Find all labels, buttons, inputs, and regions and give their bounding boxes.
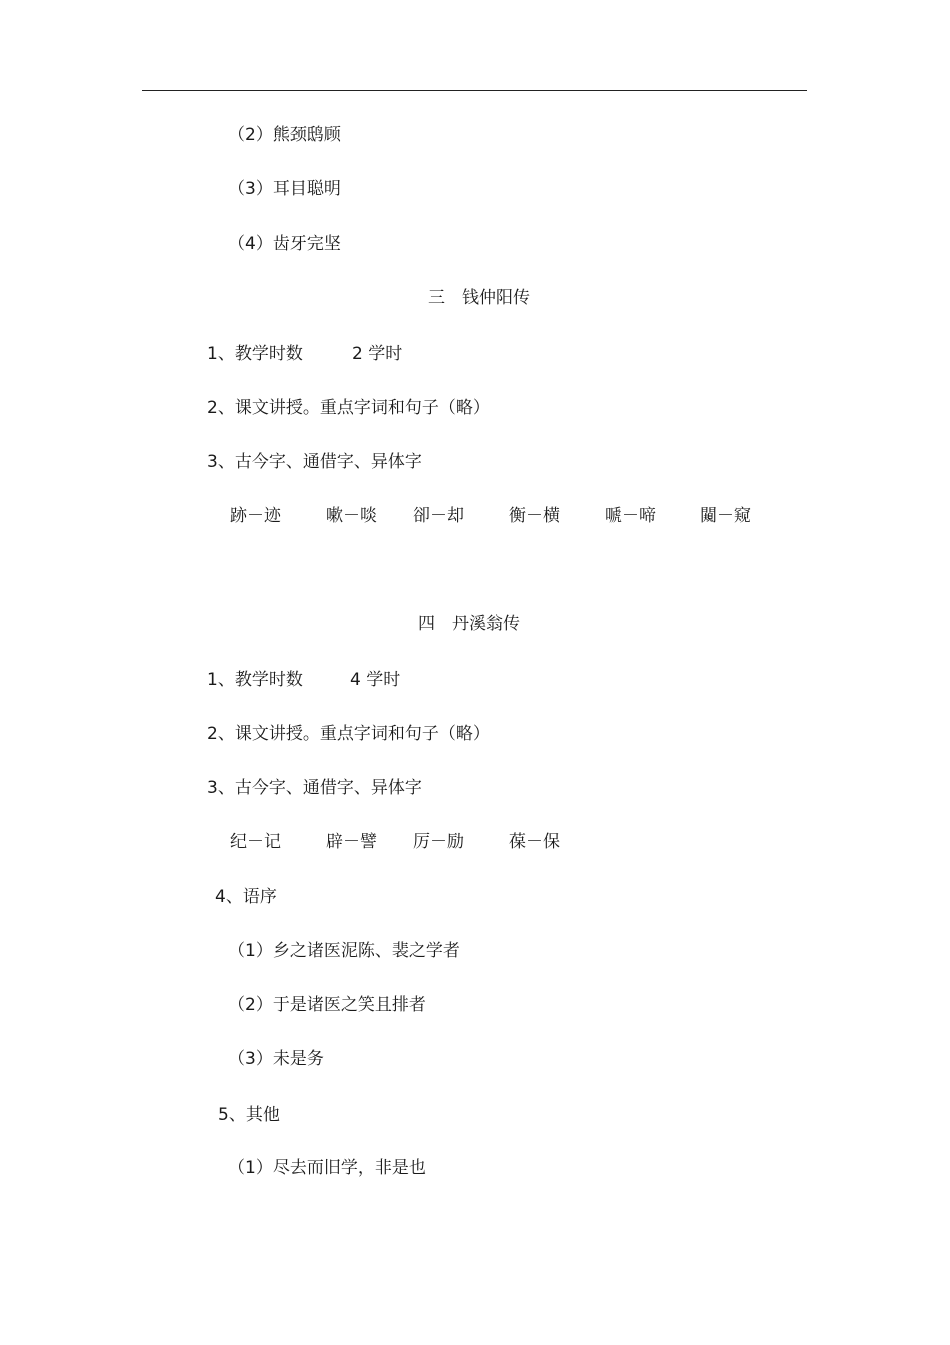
char-pair: 闚－窥	[700, 506, 751, 526]
char-pair: 纪－记	[230, 832, 281, 852]
list-item: （3）未是务	[228, 1049, 324, 1069]
hours-label: 1、教学时数	[207, 344, 303, 364]
char-pair: 衡－横	[509, 506, 560, 526]
char-pair: 嗽－啖	[326, 506, 377, 526]
char-pair: 厉－励	[413, 832, 464, 852]
list-item: （2）熊颈鸱顾	[228, 125, 341, 145]
order-heading: 4、语序	[215, 887, 277, 907]
list-item: （1）尽去而旧学，非是也	[228, 1158, 426, 1178]
char-pair: 辟－譬	[326, 832, 377, 852]
other-heading: 5、其他	[218, 1105, 280, 1125]
list-item: （3）耳目聪明	[228, 179, 341, 199]
char-pair: 葆－保	[509, 832, 560, 852]
chars-heading: 3、古今字、通借字、异体字	[207, 452, 422, 472]
hours-value: 2 学时	[352, 344, 403, 364]
header-rule	[142, 90, 807, 91]
char-pair: 跡－迹	[230, 506, 281, 526]
chars-heading: 3、古今字、通借字、异体字	[207, 778, 422, 798]
char-pair: 嗁－啼	[605, 506, 656, 526]
hours-label: 1、教学时数	[207, 670, 303, 690]
char-pair: 卻－却	[413, 506, 464, 526]
explain-line: 2、课文讲授。重点字词和句子（略）	[207, 398, 490, 418]
section-title: 四 丹溪翁传	[418, 614, 520, 634]
section-title: 三 钱仲阳传	[428, 288, 530, 308]
list-item: （1）乡之诸医泥陈、裴之学者	[228, 941, 460, 961]
list-item: （2）于是诸医之笑且排者	[228, 995, 426, 1015]
explain-line: 2、课文讲授。重点字词和句子（略）	[207, 724, 490, 744]
list-item: （4）齿牙完坚	[228, 234, 341, 254]
hours-value: 4 学时	[350, 670, 401, 690]
